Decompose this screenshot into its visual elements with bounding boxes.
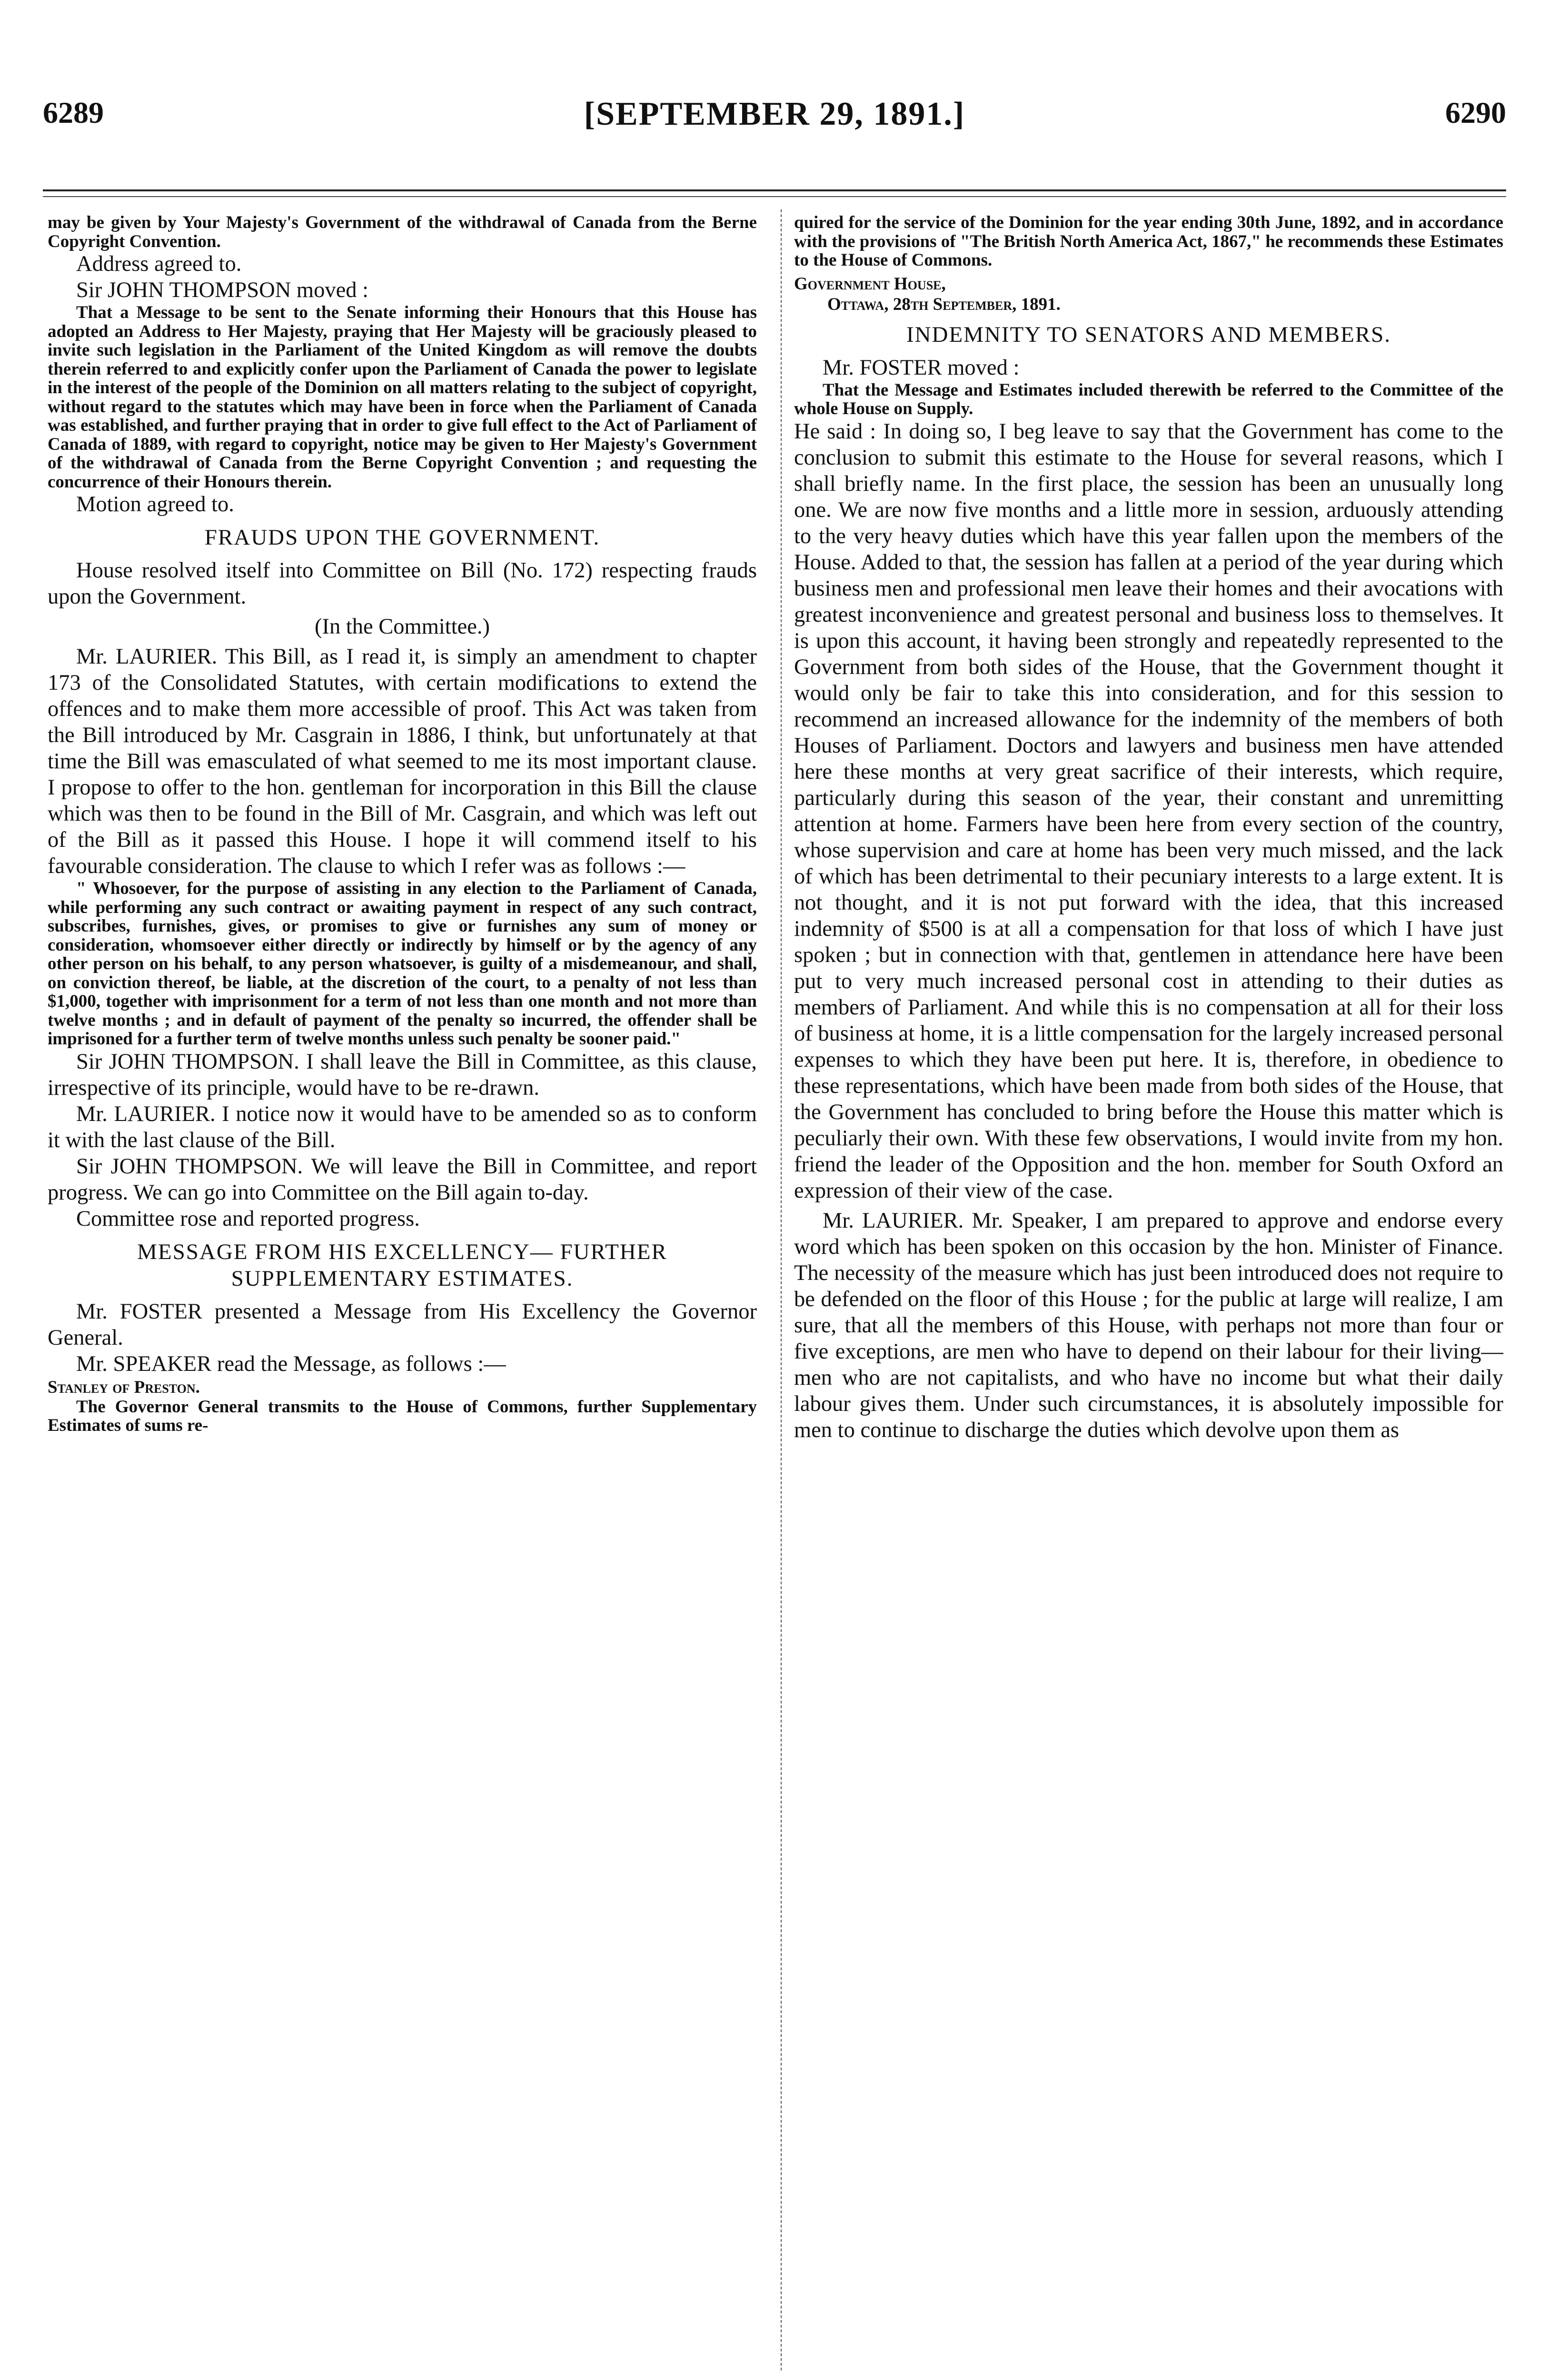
paragraph: Sir JOHN THOMPSON moved : xyxy=(76,278,369,302)
paragraph: Motion agreed to. xyxy=(76,492,234,516)
signature: Stanley of Preston. xyxy=(48,1377,200,1397)
page-number-left: 6289 xyxy=(43,96,104,129)
left-column xyxy=(48,213,757,1435)
message-text: The Governor General transmits to the House of Commons, further Supplementary Estimates of sums re- xyxy=(48,1397,757,1435)
paragraph: may be given by Your Majesty's Government of the withdrawal of Canada from the Berne Copyright Convention. xyxy=(48,213,757,251)
paragraph: Mr. FOSTER presented a Message from His Excellency the Governor General. xyxy=(48,1299,757,1350)
right-column xyxy=(794,213,1503,1443)
page-header xyxy=(0,0,1549,181)
column-divider xyxy=(781,209,782,2370)
signature-date: Ottawa, 28th September, 1891. xyxy=(827,294,1061,314)
paragraph: Mr. LAURIER. I notice now it would have to be amended so as to conform it with the last clause of the Bill. xyxy=(48,1101,757,1152)
paragraph: Committee rose and reported progress. xyxy=(76,1206,420,1231)
paragraph: Address agreed to. xyxy=(76,252,242,276)
paragraph: He said : In doing so, I beg leave to say that the Government has come to the conclusion to submit this estimate to the House for several reasons, which I shall briefly name. In the first place, the session has been an unusually long one. We are now five months and a little more in session, arduously attending to the very heavy duties which have this year fallen upon the members of the House. Added to that, the session has fallen at a period of the year during which business men and professional men leave their homes and their avocations with greatest inconvenience and greatest personal and business loss to themselves. It is upon this account, it having been strongly and repeatedly represented to the Government from both sides of the House, that the Government thought it would only be fair to take this into consideration, and for this session to recommend an increased allowance for the indemnity of the members of both Houses of Parliament. Doctors and lawyers and business men have attended here these months at very great sacrifice of their interests, which require, particularly during this season of the year, their constant and unremitting attention at home. Farmers have been here from every section of the country, whose supervision and care at home has been very much missed, and the lack of which has been detrimental to their pecuniary interests to a large extent. It is not thought, and it is not put forward with the idea, that this increased indemnity of $500 is at all a compensation for that loss of which I have just spoken ; but in connection with that, gentlemen in attendance here have been put to very much increased personal cost in attending to their duties as members of Parliament. And while this is no compensation at all for their loss of business at home, it is a little compensation for the largely increased personal expenses to which they have been put here. It is, therefore, in obedience to these representations, which have been made from both sides of the House, that the Government has concluded to bring before the House this matter which is peculiarly their own. With these few observations, I would invite from my hon. friend the leader of the Opposition and the hon. member for South Oxford an expression of their view of the case. xyxy=(794,419,1503,1203)
paragraph: Mr. LAURIER. This Bill, as I read it, is simply an amendment to chapter 173 of the Consolidated Statutes, with certain modifications to extend the offences and to make them more accessible of proof. This Act was taken from the Bill introduced by Mr. Casgrain in 1886, I think, but unfortunately at that time the Bill was emasculated of what seemed to me its most important clause. I propose to offer to the hon. gentleman for incorporation in this Bill the clause which was then to be found in the Bill of Mr. Casgrain, and which was left out of the Bill as it passed this House. I hope it will commend itself to his favourable consideration. The clause to which I refer was as follows :— xyxy=(48,645,757,878)
section-heading: MESSAGE FROM HIS EXCELLENCY— FURTHER SUPPLEMENTARY ESTIMATES. xyxy=(137,1239,667,1291)
header-rule xyxy=(43,189,1506,191)
quoted-clause: " Whosoever, for the purpose of assisting in any election to the Parliament of Canada, while performing any such contract or awaiting payment in respect of any such contract, subscribes, furnishes, gives, or promises to give or furnishes any sum of money or consideration, whomsoever either directly or indirectly by himself or by the agency of any other person on his behalf, to any person whatsoever, is guilty of a misdemeanour, and shall, on conviction thereof, be liable, at the discretion of the court, to a penalty of not less than $1,000, together with imprisonment for a term of not less than one month and not more than twelve months ; and in default of payment of the penalty so incurred, the offender shall be imprisoned for a further term of twelve months unless such penalty be sooner paid." xyxy=(48,879,757,1049)
paragraph: House resolved itself into Committee on Bill (No. 172) respecting frauds upon the Government. xyxy=(48,558,757,609)
motion-text: That a Message to be sent to the Senate informing their Honours that this House has adopted an Address to Her Majesty, praying that Her Majesty will be graciously pleased to invite such legislation in the Parliament of the United Kingdom as will remove the doubts therein referred to and explicitly confer upon the Parliament of Canada the power to legislate in the interest of the people of the Dominion on all matters relating to the subject of copyright, without regard to the statutes which may have been in force when the Parliament of Canada was established, and further praying that in order to give full effect to the Act of Parliament of Canada of 1889, with regard to copyright, notice may be given to Her Majesty's Government of the withdrawal of Canada from the Berne Copyright Convention ; and requesting the concurrence of their Honours therein. xyxy=(48,303,757,492)
paragraph: Mr. SPEAKER read the Message, as follows :— xyxy=(76,1351,506,1376)
signature-place: Government House, xyxy=(794,274,946,294)
section-heading: INDEMNITY TO SENATORS AND MEMBERS. xyxy=(906,322,1391,347)
paragraph: Sir JOHN THOMPSON. We will leave the Bill in Committee, and report progress. We can go into Committee on the Bill again to-day. xyxy=(48,1154,757,1205)
paragraph: (In the Committee.) xyxy=(314,615,490,639)
section-heading: FRAUDS UPON THE GOVERNMENT. xyxy=(204,525,600,550)
motion-text: That the Message and Estimates included therewith be referred to the Committee of the whole House on Supply. xyxy=(794,380,1503,418)
paragraph: Mr. FOSTER moved : xyxy=(823,355,1020,380)
page-date: [SEPTEMBER 29, 1891.] xyxy=(584,96,965,132)
page-number-right: 6290 xyxy=(1445,96,1506,129)
message-text: quired for the service of the Dominion for the year ending 30th June, 1892, and in accordance with the provisions of "The British North America Act, 1867," he recommends these Estimates to the House of Commons. xyxy=(794,213,1503,270)
paragraph: Mr. LAURIER. Mr. Speaker, I am prepared to approve and endorse every word which has been spoken on this occasion by the hon. Minister of Finance. The necessity of the measure which has just been introduced does not require to be defended on the floor of this House ; for the public at large will realize, I am sure, that all the members of this House, with perhaps not more than four or five exceptions, are men who have to depend on their labour for their living—men who are not capitalists, and who have no income but what their daily labour gives them. Under such circumstances, it is absolutely impossible for men to continue to discharge the duties which devolve upon them as xyxy=(794,1208,1503,1442)
header-rule-thin xyxy=(43,196,1506,197)
paragraph: Sir JOHN THOMPSON. I shall leave the Bill in Committee, as this clause, irrespective of its principle, would have to be re-drawn. xyxy=(48,1049,757,1100)
